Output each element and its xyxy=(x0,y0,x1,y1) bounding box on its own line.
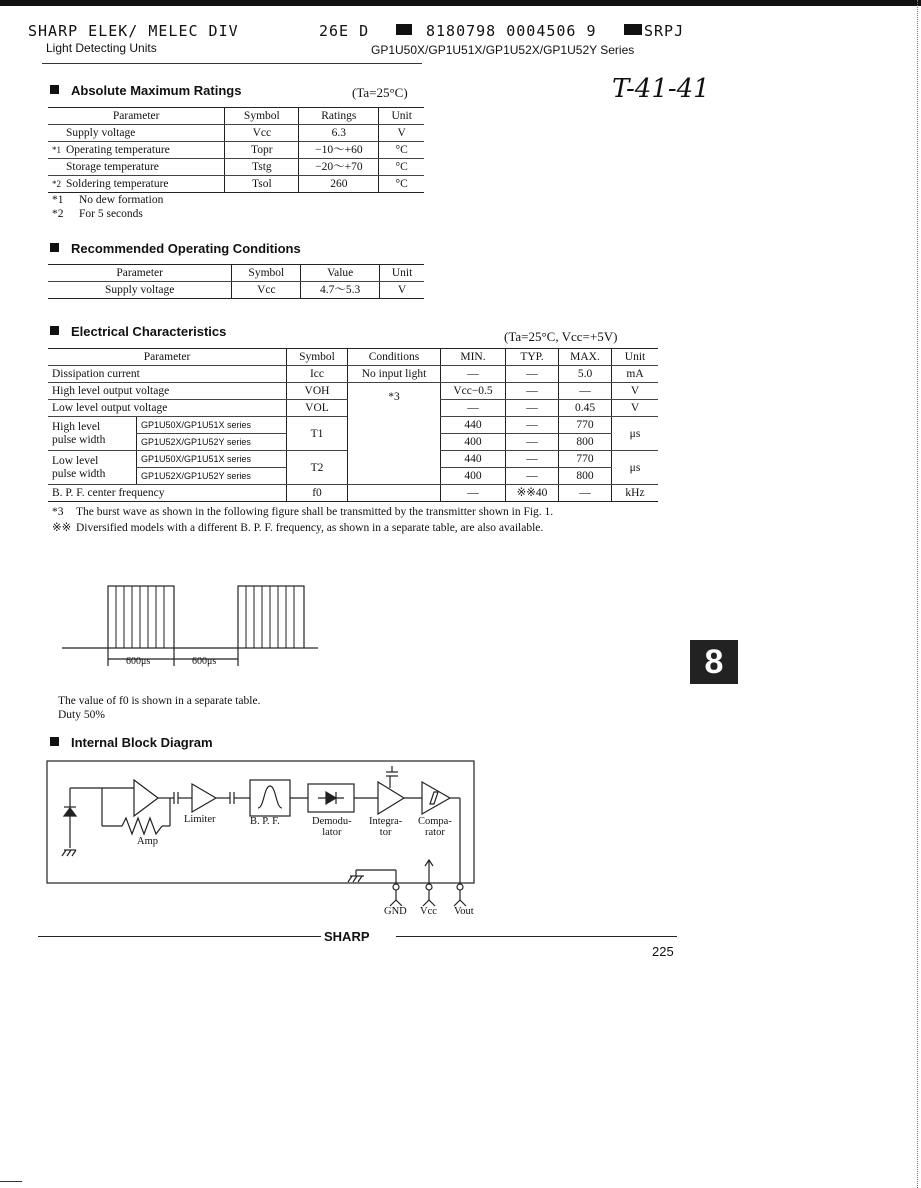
col-header-value: Value xyxy=(301,265,380,282)
header-black-block xyxy=(396,24,412,35)
table-row: *1 Operating temperature Topr −10～+60 °C xyxy=(48,142,424,159)
header-series: GP1U50X/GP1U51X/GP1U52X/GP1U52Y Series xyxy=(371,43,635,57)
table-row: Supply voltage Vcc 4.7～5.3 V xyxy=(48,282,424,299)
elec-table xyxy=(48,348,658,502)
page-number: 225 xyxy=(652,944,674,959)
header-left-title: SHARP ELEK/ MELEC DIV xyxy=(28,22,239,40)
conditions-note-cell: *3 xyxy=(348,383,441,485)
table-row: GP1U52X/GP1U52Y series 400 — 800 xyxy=(48,434,658,451)
col-header-max: MAX. xyxy=(559,349,612,366)
header-doc-suffix: SRPJ xyxy=(644,22,685,40)
block-label-limiter: Limiter xyxy=(184,814,216,825)
block-diagram xyxy=(46,760,476,925)
footer-rule-right xyxy=(396,936,677,937)
footer-brand: SHARP xyxy=(324,929,370,944)
block-label-amp: Amp xyxy=(137,836,158,847)
abs-note-1: *1 No dew formation xyxy=(52,194,164,206)
bullet-square-icon xyxy=(50,326,59,335)
elec-title: Electrical Characteristics xyxy=(50,324,226,339)
abs-max-condition: (Ta=25°C) xyxy=(352,85,408,100)
corner-mark xyxy=(0,1181,22,1182)
col-header-symbol: Symbol xyxy=(287,349,348,366)
table-row: Dissipation current Icc No input light — — 5.0 mA xyxy=(48,366,658,383)
table-row: High level pulse width GP1U50X/GP1U51X series T1 440 — 770 μs xyxy=(48,417,658,434)
footer-rule-left xyxy=(38,936,321,937)
abs-max-title: Absolute Maximum Ratings xyxy=(50,83,241,98)
edge-mark xyxy=(917,0,919,1188)
table-row: *2 Soldering temperature Tsol 260 °C xyxy=(48,176,424,193)
col-header-unit: Unit xyxy=(380,265,424,282)
col-header-parameter: Parameter xyxy=(48,349,287,366)
block-label-bpf: B. P. F. xyxy=(250,816,280,827)
bullet-square-icon xyxy=(50,243,59,252)
header-black-block-2 xyxy=(624,24,642,35)
table-row: GP1U52X/GP1U52Y series 400 — 800 xyxy=(48,468,658,485)
terminal-vcc: Vcc xyxy=(420,906,437,917)
elec-note-1: *3 The burst wave as shown in the following figure shall be transmitted by the transmitter shown in Fig. 1. xyxy=(52,506,554,518)
header-divider xyxy=(42,63,422,64)
block-label-demodulator: Demodu- lator xyxy=(312,816,352,838)
terminal-vout: Vout xyxy=(454,906,474,917)
table-row: B. P. F. center frequency f0 — ※※40 — kHz xyxy=(48,485,658,502)
section-tab: 8 xyxy=(690,640,738,684)
table-row: Low level pulse width GP1U50X/GP1U51X series T2 440 — 770 μs xyxy=(48,451,658,468)
burst-caption-1: The value of f0 is shown in a separate table. xyxy=(58,695,261,707)
rec-op-title: Recommended Operating Conditions xyxy=(50,241,301,256)
block-title: Internal Block Diagram xyxy=(50,735,213,750)
elec-note-2: ※※ Diversified models with a different B. P. F. frequency, as shown in a separate table, are also available. xyxy=(52,522,544,534)
table-row: High level output voltage VOH *3 Vcc−0.5 — — V xyxy=(48,383,658,400)
table-row: Supply voltage Vcc 6.3 V xyxy=(48,125,424,142)
terminal-gnd: GND xyxy=(384,906,407,917)
table-row: Storage temperature Tstg −20～+70 °C xyxy=(48,159,424,176)
rec-op-table xyxy=(48,264,424,299)
table-row: Low level output voltage VOL — — 0.45 V xyxy=(48,400,658,417)
header-code: 26E D xyxy=(319,22,370,40)
col-header-min: MIN. xyxy=(441,349,506,366)
abs-max-table xyxy=(48,107,424,193)
burst-label-2: 600μs xyxy=(192,656,217,667)
burst-caption-2: Duty 50% xyxy=(58,709,105,721)
burst-label-1: 600μs xyxy=(126,656,151,667)
bullet-square-icon xyxy=(50,85,59,94)
elec-condition: (Ta=25°C, Vcc=+5V) xyxy=(504,329,618,344)
col-header-parameter: Parameter xyxy=(48,265,232,282)
col-header-unit: Unit xyxy=(612,349,659,366)
burst-waveform xyxy=(60,582,320,672)
col-header-unit: Unit xyxy=(379,108,424,125)
col-header-conditions: Conditions xyxy=(348,349,441,366)
col-header-ratings: Ratings xyxy=(299,108,379,125)
block-label-integrator: Integra- tor xyxy=(369,816,403,838)
bullet-square-icon xyxy=(50,737,59,746)
col-header-symbol: Symbol xyxy=(232,265,301,282)
handwritten-note: T-41-41 xyxy=(612,74,710,104)
header-doc-number: 8180798 0004506 9 xyxy=(426,22,597,40)
abs-note-2: *2 For 5 seconds xyxy=(52,208,143,220)
block-label-comparator: Compa- rator xyxy=(418,816,452,838)
col-header-typ: TYP. xyxy=(506,349,559,366)
top-border xyxy=(0,0,921,6)
col-header-parameter: Parameter xyxy=(48,108,225,125)
header-left-subtitle: Light Detecting Units xyxy=(46,41,157,55)
col-header-symbol: Symbol xyxy=(225,108,299,125)
